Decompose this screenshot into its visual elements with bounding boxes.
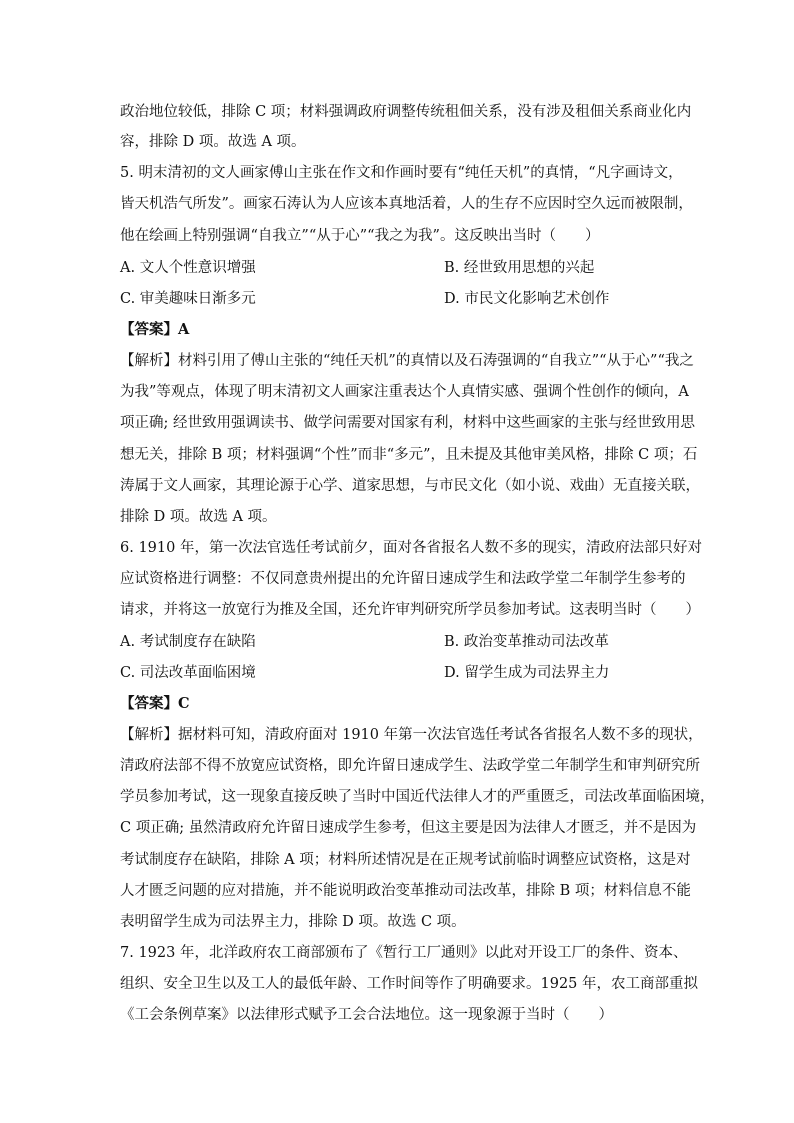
q6-explanation: C 项正确; 虽然清政府允许留日速成学生参考，但这主要是因为法律人才匮乏，并不是因为 [120,820,697,836]
question-7-stem: 《工会条例草案》以法律形式赋予工会合法地位。这一现象源于当时（ ） [120,1007,613,1023]
q6-option-a: A. 考试制度存在缺陷 [120,634,256,650]
q6-option-d: D. 留学生成为司法界主力 [444,665,610,681]
q5-option-a: A. 文人个性意识增强 [120,260,256,276]
q5-explanation: 想无关，排除 B 项；材料强调“个性”而非“多元”，且未提及其他审美风格，排除 C 项；石 [120,447,698,463]
q5-option-c: C. 审美趣味日渐多元 [120,291,256,307]
question-5-stem: 皆天机浩气所发”。画家石涛认为人应该本真地活着，人的生存不应因时空久远而被限制， [120,196,693,212]
question-5-stem: 5. 明末清初的文人画家傅山主张在作文和作画时要有“纯任天机”的真情，“凡字画诗文， [120,165,683,181]
q6-explanation: 清政府法部不得不放宽应试资格，即允许留日速成学生、法政学堂二年制学生和审判研究所 [120,758,700,774]
q5-option-b: B. 经世致用思想的兴起 [444,260,595,276]
q5-explanation: 为我”等观点，体现了明末清初文人画家注重表达个人真情实感、强调个性创作的倾向，A [120,384,689,400]
q6-option-b: B. 政治变革推动司法改革 [444,634,609,650]
question-5-stem: 他在绘画上特别强调“自我立”“从于心”“我之为我”。这反映出当时（ ） [120,228,600,244]
q6-explanation: 表明留学生成为司法界主力，排除 D 项。故选 C 项。 [120,914,466,930]
q5-explanation: 项正确; 经世致用强调读书、做学问需要对国家有利，材料中这些画家的主张与经世致用思 [120,415,695,431]
q6-option-c: C. 司法改革面临困境 [120,665,256,681]
q5-explanation: 排除 D 项。故选 A 项。 [120,509,277,525]
text-line: 政治地位较低，排除 C 项；材料强调政府调整传统租佃关系，没有涉及租佃关系商业化内 [120,104,692,120]
question-6-stem: 应试资格进行调整：不仅同意贵州提出的允许留日速成学生和法政学堂二年制学生参考的 [120,571,686,587]
q6-explanation: 【解析】据材料可知，清政府面对 1910 年第一次法官选任考试各省报名人数不多的现状， [120,727,703,743]
question-7-stem: 7. 1923 年，北洋政府农工商部颁布了《暂行工厂通则》以此对开设工厂的条件、资本、 [120,945,688,961]
q6-answer: 【答案】C [120,695,190,712]
q5-explanation: 涛属于文人画家，其理论源于心学、道家思想，与市民文化（如小说、戏曲）无直接关联， [120,478,700,494]
q6-explanation: 人才匮乏问题的应对措施，并不能说明政治变革推动司法改革，排除 B 项；材料信息不能 [120,883,691,899]
q6-explanation: 学员参加考试，这一现象直接反映了当时中国近代法律人才的严重匮乏，司法改革面临困境， [120,789,715,805]
question-6-stem: 6. 1910 年，第一次法官选任考试前夕，面对各省报名人数不多的现实，清政府法部只好对 [120,540,702,556]
question-7-stem: 组织、安全卫生以及工人的最低年龄、工作时间等作了明确要求。1925 年，农工商部重拟 [120,976,699,992]
text-line: 容，排除 D 项。故选 A 项。 [120,134,306,150]
q5-explanation: 【解析】材料引用了傅山主张的“纯任天机”的真情以及石涛强调的“自我立”“从于心”“我之 [120,353,694,369]
question-6-stem: 请求，并将这一放宽行为推及全国，还允许审判研究所学员参加考试。这表明当时（ ） [120,602,700,618]
q5-option-d: D. 市民文化影响艺术创作 [444,291,610,307]
q6-explanation: 考试制度存在缺陷，排除 A 项；材料所述情况是在正规考试前临时调整应试资格，这是对 [120,852,691,868]
q5-answer: 【答案】A [120,321,190,338]
